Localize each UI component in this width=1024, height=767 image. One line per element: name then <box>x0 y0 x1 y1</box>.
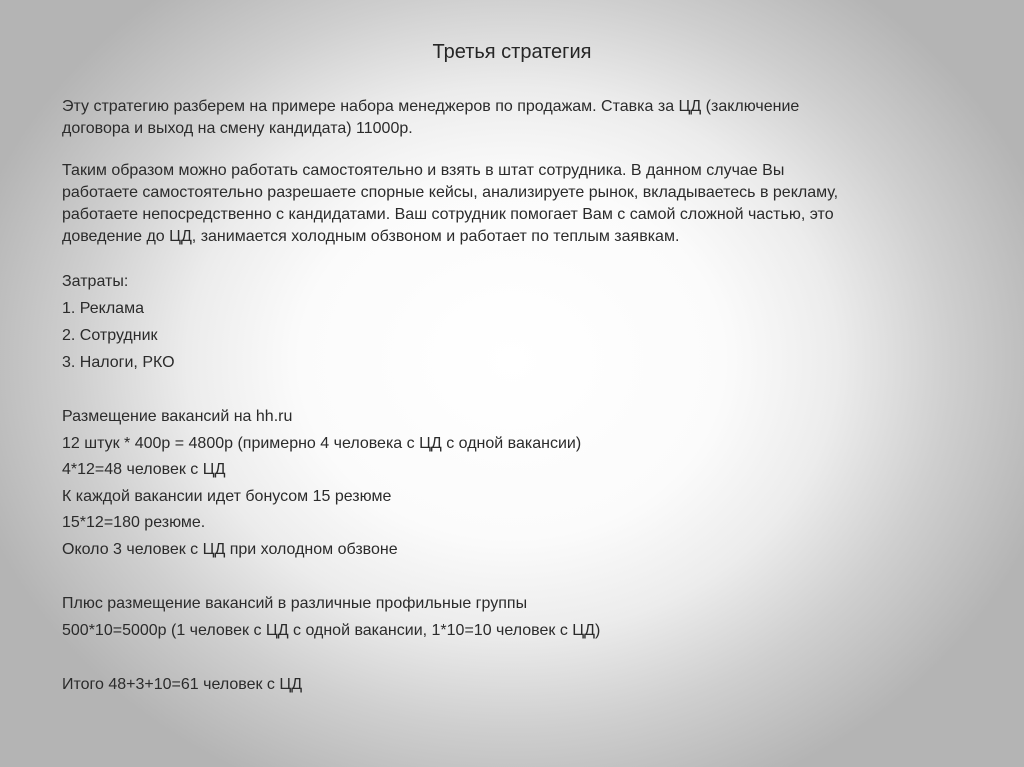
costs-section <box>62 268 962 376</box>
spacer <box>62 644 962 672</box>
costs-heading: Затраты: <box>62 273 129 290</box>
slide-title: Третья стратегия <box>432 41 592 63</box>
spacer <box>62 140 962 160</box>
spacer <box>62 248 962 268</box>
intro-line: договора и выход на смену кандидата) 11000р. <box>62 120 413 137</box>
hh-line: 15*12=180 резюме. <box>62 514 206 531</box>
spacer <box>62 563 962 591</box>
description-line: работаете непосредственно с кандидатами. Ваш сотрудник помогает Вам с самой сложной частью, это <box>62 206 834 223</box>
costs-item: 1. Реклама <box>62 300 144 317</box>
costs-item: 3. Налоги, РКО <box>62 354 175 371</box>
hh-line: 4*12=48 человек с ЦД <box>62 461 226 478</box>
costs-item: 2. Сотрудник <box>62 327 158 344</box>
description-line: доведение до ЦД, занимается холодным обзвоном и работает по теплым заявкам. <box>62 228 680 245</box>
slide-body <box>62 96 962 699</box>
intro-line: Эту стратегию разберем на примере набора менеджеров по продажам. Ставка за ЦД (заключение <box>62 98 800 115</box>
hh-line: К каждой вакансии идет бонусом 15 резюме <box>62 487 392 505</box>
groups-section <box>62 591 962 644</box>
hh-line: Около 3 человек с ЦД при холодном обзвоне <box>62 540 398 558</box>
groups-line: 500*10=5000р (1 человек с ЦД с одной вакансии, 1*10=10 человек с ЦД) <box>62 621 601 639</box>
spacer <box>62 376 962 404</box>
hh-section <box>62 404 962 563</box>
description-line: Таким образом можно работать самостоятельно и взять в штат сотрудника. В данном случае Вы <box>62 162 785 179</box>
description-line: работаете самостоятельно разрешаете спорные кейсы, анализируете рынок, вкладываетесь в рекламу, <box>62 184 839 201</box>
description-paragraph <box>62 160 962 248</box>
groups-line: Плюс размещение вакансий в различные профильные группы <box>62 595 528 612</box>
hh-line: Размещение вакансий на hh.ru <box>62 408 293 425</box>
total-line: Итого 48+3+10=61 человек с ЦД <box>62 676 303 693</box>
intro-paragraph <box>62 96 962 140</box>
hh-line: 12 штук * 400р = 4800р (примерно 4 человека с ЦД с одной вакансии) <box>62 434 582 452</box>
